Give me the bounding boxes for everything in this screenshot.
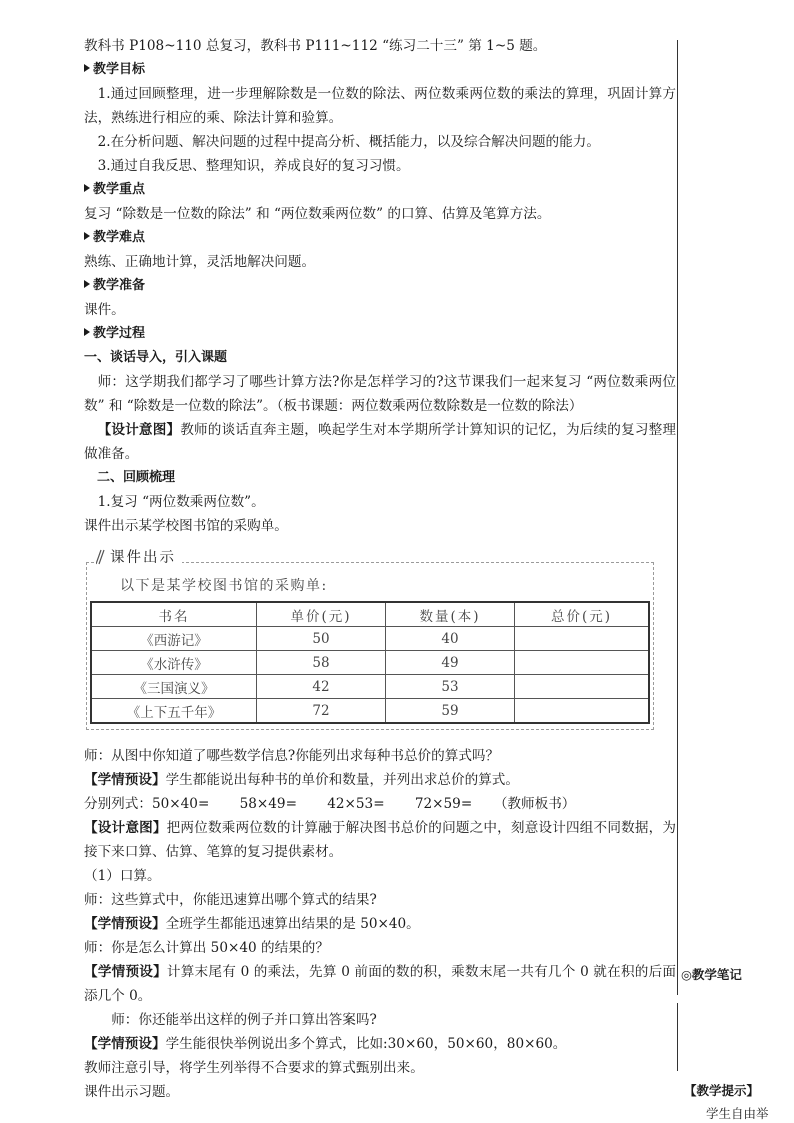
annotation-tag: 【学情预设】 [84,1036,166,1052]
table-row [91,699,649,724]
total-cell [515,627,650,651]
body-paragraph: 3.通过自我反思、整理知识，养成良好的复习习惯。 [97,158,410,174]
annotated-paragraph [84,418,676,466]
body-paragraph: （1）口算。 [84,868,161,884]
body-paragraph: 师：你还能举出这样的例子并口算出答案吗? [111,1012,377,1028]
book-title-cell: 《三国演义》 [91,675,257,699]
margin-divider [677,1003,678,1071]
triangle-bullet-icon [84,184,90,192]
annotated-paragraph [84,1032,676,1056]
body-paragraph: 熟练、正确地计算，灵活地解决问题。 [84,254,316,270]
annotation-text: 教师的谈话直奔主题，唤起学生对本学期所学计算知识的记忆，为后续的复习整理做准备。 [84,422,676,462]
table-header-row [91,602,649,627]
column-header-title: 书名 [91,602,257,627]
quantity-cell: 53 [386,675,515,699]
total-cell [515,699,650,724]
annotation-text: 计算末尾有 0 的乘法，先算 0 前面的数的积，乘数末尾一共有几个 0 就在积的后面添几个 0。 [84,964,676,1004]
price-cell: 42 [257,675,386,699]
table-row [91,627,649,651]
quantity-cell: 40 [386,627,515,651]
section-heading-label: 教学重点 [93,182,146,197]
body-paragraph: 课件。 [84,302,125,318]
price-cell: 58 [257,651,386,675]
purchase-table [90,601,650,724]
column-header-quantity: 数量(本) [386,602,515,627]
annotation-tag: 【学情预设】 [84,916,166,932]
annotated-paragraph [84,912,676,936]
triangle-bullet-icon [84,328,90,336]
triangle-bullet-icon [84,280,90,288]
body-paragraph: 1.通过回顾整理，进一步理解除数是一位数的除法、两位数乘两位数的乘法的算理，巩固计算方法，熟练进行相应的乘、除法计算和验算。 [84,86,676,126]
triangle-bullet-icon [84,64,90,72]
lesson-section-bottom [84,744,676,1104]
annotation-text: 全班学生都能迅速算出结果的是 50×40。 [165,916,420,932]
annotation-text: 把两位数乘两位数的计算融于解决图书总价的问题之中，刻意设计四组不同数据，为接下来口算、估算、笔算的复习提供素材。 [84,820,677,860]
annotated-paragraph [84,816,676,864]
annotation-tag: 【学情预设】 [84,772,166,788]
section-heading-label: 教学过程 [93,326,146,341]
courseware-title-tab [96,546,182,570]
quantity-cell: 59 [386,699,515,724]
body-paragraph: 课件出示习题。 [84,1084,180,1100]
lesson-section-top [84,34,676,538]
total-cell [515,675,650,699]
body-paragraph: 教科书 P108~110 总复习，教科书 P111~112 “练习二十三” 第 1~5 题。 [84,38,547,54]
table-row [91,651,649,675]
stage-heading: 一、谈话导入，引入课题 [84,350,228,365]
margin-divider [677,40,678,995]
quantity-cell: 49 [386,651,515,675]
body-paragraph: 分别列式：50×40= 58×49= 42×53= 72×59= （教师板书） [84,796,576,812]
teaching-hint-title: 【教学提示】 [684,1083,760,1098]
section-heading-label: 教学目标 [93,62,146,77]
book-title-cell: 《上下五千年》 [91,699,257,724]
section-heading [84,274,676,298]
column-header-total: 总价(元) [515,602,650,627]
section-heading [84,322,676,346]
body-paragraph: 2.在分析问题、解决问题的过程中提高分析、概括能力，以及综合解决问题的能力。 [97,134,600,150]
annotation-tag: 【学情预设】 [84,964,167,980]
stage-heading: 二、回顾梳理 [97,470,176,485]
table-row [91,675,649,699]
body-paragraph: 教师注意引导，将学生列举得不合要求的算式甄别出来。 [84,1060,424,1076]
total-cell [515,651,650,675]
annotation-text: 学生能很快举例说出多个算式，比如:30×60，50×60，80×60。 [165,1036,567,1052]
annotation-tag: 【设计意图】 [84,820,167,836]
body-paragraph: 课件出示某学校图书馆的采购单。 [84,518,288,534]
price-cell: 72 [257,699,386,724]
section-heading-label: 教学难点 [93,230,146,245]
annotated-paragraph [84,960,676,1008]
triangle-bullet-icon [84,232,90,240]
body-paragraph: 师：这些算式中，你能迅速算出哪个算式的结果? [84,892,377,908]
body-paragraph: 师：从图中你知道了哪些数学信息?你能列出求每种书总价的算式吗？ [84,748,500,764]
annotation-tag: 【设计意图】 [97,422,181,438]
book-title-cell: 《西游记》 [91,627,257,651]
teaching-hint-text: 学生自由举 [706,1106,769,1121]
body-paragraph: 师：你是怎么计算出 50×40 的结果的？ [84,940,329,956]
book-title-cell: 《水浒传》 [91,651,257,675]
annotation-text: 学生都能说出每种书的单价和数量，并列出求总价的算式。 [165,772,519,788]
teaching-notes-label: ◎教学笔记 [681,967,742,982]
section-heading [84,58,676,82]
body-paragraph: 复习 “除数是一位数的除法” 和 “两位数乘两位数” 的口算、估算及笔算方法。 [84,206,551,222]
column-header-price: 单价(元) [257,602,386,627]
section-heading-label: 教学准备 [93,278,146,293]
section-heading [84,178,676,202]
body-paragraph: 师：这学期我们都学习了哪些计算方法?你是怎样学习的?这节课我们一起来复习 “两位数乘两位数” 和 “除数是一位数的除法”。（板书课题：两位数乘两位数除数是一位数的除法） [84,374,676,414]
body-paragraph: 1.复习 “两位数乘两位数”。 [97,494,265,510]
courseware-figure [86,552,654,730]
annotated-paragraph [84,768,676,792]
price-cell: 50 [257,627,386,651]
courseware-title: 课件出示 [110,550,176,566]
courseware-intro: 以下是某学校图书馆的采购单: [120,578,328,594]
slash-decoration-icon [96,549,106,565]
section-heading [84,226,676,250]
